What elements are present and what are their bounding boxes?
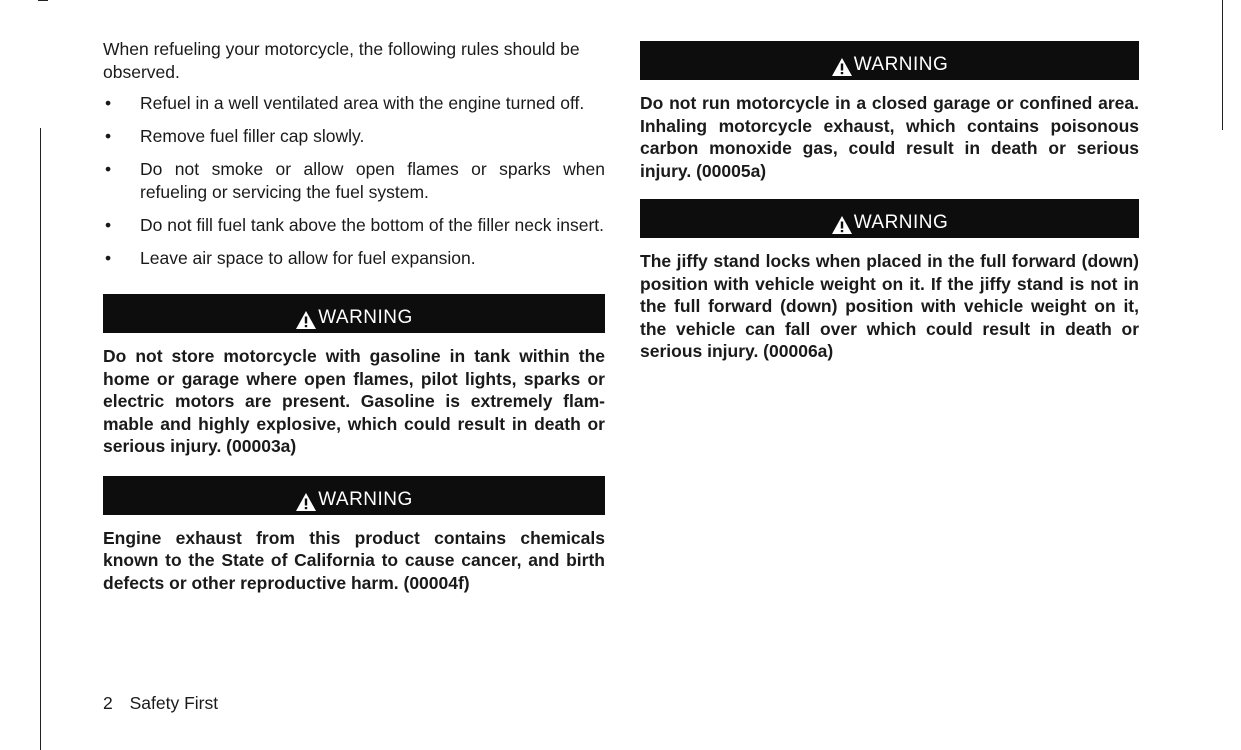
warning-text: Do not store motorcycle with gasoline in tank within the home or garage where open flames, pilot lights, sparks or electric motors are present. Gasoline is extremely flam-mable and highly explosive, which could result in death or serious injury. (00003a) [103, 346, 605, 456]
right-column [640, 41, 1139, 363]
left-column [103, 38, 605, 594]
scan-edge-right [1222, 0, 1223, 130]
list-item [103, 92, 605, 115]
scan-edge-left [40, 128, 41, 750]
list-item [103, 214, 605, 237]
scan-edge-top [38, 0, 48, 1]
warning-text: The jiffy stand locks when placed in the full forward (down) position with vehicle weight on it. If the jiffy stand is not in the full forward (down) position with vehicle weight on it, the vehicle can fall over which could result in death or serious injury. (00006a) [640, 251, 1139, 361]
bullet-marker: • [105, 248, 112, 268]
refuel-rules-list [103, 92, 605, 270]
warning-banner [640, 199, 1139, 238]
list-item [103, 158, 605, 204]
section-title: Safety First [129, 693, 219, 713]
list-item-text: Leave air space to allow for fuel expansion. [140, 248, 476, 268]
warning-label: WARNING [853, 212, 949, 233]
list-item [103, 125, 605, 148]
warning-text: Do not run motorcycle in a closed garage or confined area. Inhaling motorcycle exhaust, which contains poisonous carbon monoxide gas, could result in death or serious injury. (00005a) [640, 93, 1139, 181]
intro-paragraph: When refueling your motorcycle, the following rules should be observed. [103, 39, 580, 82]
bullet-marker: • [105, 93, 112, 113]
warning-triangle-icon [295, 310, 317, 330]
warning-banner [640, 41, 1139, 80]
page-number: 2 [103, 693, 113, 713]
warning-triangle-icon [295, 492, 317, 512]
warning-label: WARNING [853, 54, 949, 75]
warning-label: WARNING [318, 307, 413, 328]
warning-text: Engine exhaust from this product contains chemicals known to the State of California to cause cancer, and birth defects or other reproductive harm. (00004f) [103, 527, 605, 593]
bullet-marker: • [105, 126, 112, 146]
list-item-text: Remove fuel filler cap slowly. [140, 126, 365, 146]
warning-label: WARNING [318, 488, 413, 510]
page-footer [103, 693, 218, 714]
list-item [103, 247, 605, 270]
bullet-marker: • [105, 159, 112, 179]
bullet-marker: • [105, 215, 112, 235]
warning-triangle-icon [831, 215, 853, 235]
warning-banner [103, 294, 605, 333]
list-item-text: Do not smoke or allow open flames or sparks when refueling or servicing the fuel system. [140, 159, 605, 202]
warning-banner [103, 476, 605, 515]
list-item-text: Do not fill fuel tank above the bottom of the filler neck insert. [140, 215, 604, 235]
list-item-text: Refuel in a well ventilated area with the engine turned off. [140, 93, 585, 113]
warning-triangle-icon [831, 57, 853, 77]
